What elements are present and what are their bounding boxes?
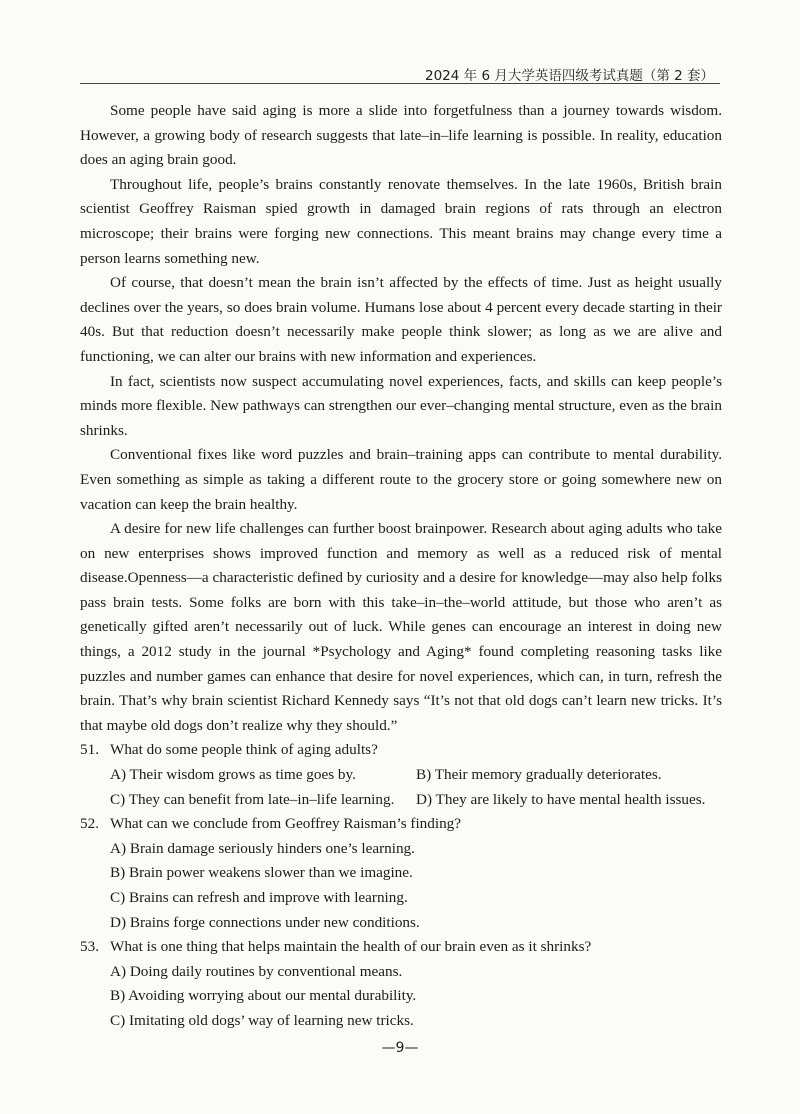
option-b: B) Their memory gradually deteriorates. [416, 766, 662, 784]
option-b: B) Avoiding worrying about our mental durability. [110, 987, 417, 1005]
option-d: D) They are likely to have mental health issues. [416, 790, 706, 808]
question-stem [80, 812, 722, 837]
question-list [80, 738, 722, 1033]
header-divider [80, 83, 720, 84]
option-a: A) Doing daily routines by conventional means. [110, 962, 403, 980]
option-b: B) Brain power weakens slower than we imagine. [110, 864, 413, 882]
question-text: What is one thing that helps maintain the health of our brain even as it shrinks? [110, 938, 592, 956]
option-c: C) Imitating old dogs’ way of learning new tricks. [110, 1011, 414, 1029]
question-stem [80, 738, 722, 763]
question-51 [80, 738, 722, 812]
passage-paragraph: Throughout life, people’s brains constantly renovate themselves. In the late 1960s, British brain scientist Geoffrey Raisman spied growth in damaged brain regions of rats through an electron microscope; their brains were forging new connections. This meant brains may change every time a person learns something new. [80, 175, 722, 267]
passage-paragraph: Conventional fixes like word puzzles and brain–training apps can contribute to mental durability. Even something as simple as taking a different route to the grocery store or going somewhere new on vacation can keep the brain healthy. [80, 446, 722, 513]
page-header: 2024 年 6 月大学英语四级考试真题（第 2 套） [425, 68, 714, 84]
option-row [80, 763, 722, 788]
question-stem [80, 935, 722, 960]
option-a: A) Their wisdom grows as time goes by. [110, 766, 356, 784]
reading-passage [80, 99, 722, 738]
passage-paragraph: Some people have said aging is more a slide into forgetfulness than a journey towards wisdom. However, a growing body of research suggests that late–in–life learning is possible. In reality, education does an aging brain good. [80, 102, 722, 169]
option-d: D) Brains forge connections under new conditions. [110, 913, 420, 931]
question-number: 53. [80, 938, 99, 956]
question-text: What do some people think of aging adults? [110, 741, 378, 759]
option-a: A) Brain damage seriously hinders one’s learning. [110, 839, 415, 857]
question-number: 52. [80, 815, 99, 833]
passage-paragraph: A desire for new life challenges can further boost brainpower. Research about aging adults who take on new enterprises shows improved function and memory as well as a reduced risk of mental disease.Openness—a characteristic defined by curiosity and a desire for knowledge—may also help folks pass brain tests. Some folks are born with this take–in–the–world attitude, but those who aren’t as genetically gifted aren’t necessarily out of luck. While genes can encourage an interest in doing new things, a 2012 study in the journal *Psychology and Aging* found completing reasoning tasks like puzzles and number games can enhance that desire for novel experiences, which can, in turn, refresh the brain. That’s why brain scientist Richard Kennedy says “It’s not that old dogs can’t learn new tricks. It’s that maybe old dogs don’t realize why they should.” [80, 520, 722, 734]
page-number: —9— [381, 1040, 419, 1056]
option-c: C) They can benefit from late–in–life learning. [110, 790, 395, 808]
question-text: What can we conclude from Geoffrey Raisman’s finding? [110, 815, 462, 833]
page-content [80, 99, 722, 1034]
option-c: C) Brains can refresh and improve with learning. [110, 889, 408, 906]
passage-paragraph: Of course, that doesn’t mean the brain isn’t affected by the effects of time. Just as height usually declines over the years, so does brain volume. Humans lose about 4 percent every decade starting in their 40s. But that reduction doesn’t necessarily make people think slower; as long as we are alive and functioning, we can alter our brains with new information and experiences. [80, 274, 722, 365]
question-53 [80, 935, 722, 1033]
option-row [80, 788, 722, 813]
question-52 [80, 812, 722, 935]
question-number: 51. [80, 741, 99, 759]
passage-paragraph: In fact, scientists now suspect accumulating novel experiences, facts, and skills can keep people’s minds more flexible. New pathways can strengthen our ever–changing mental structure, even as the brain shrinks. [80, 372, 722, 439]
